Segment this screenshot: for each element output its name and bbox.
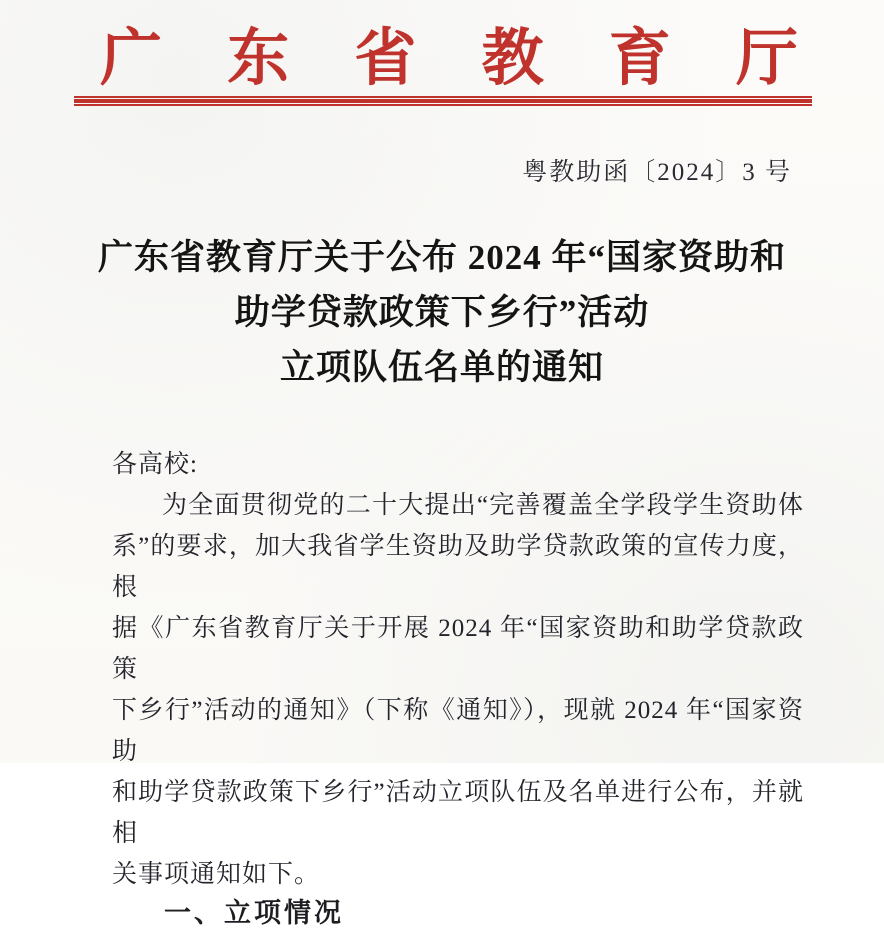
salutation: 各高校: bbox=[112, 451, 198, 478]
title-line-3: 立项队伍名单的通知 bbox=[279, 348, 604, 387]
agency-char: 厅 bbox=[735, 24, 798, 93]
agency-char: 教 bbox=[481, 24, 544, 93]
paragraph-line: 下乡行”活动的通知》（下称《通知》），现就 2024 年“国家资助 bbox=[112, 697, 804, 765]
agency-char: 育 bbox=[608, 24, 671, 93]
agency-char: 东 bbox=[227, 24, 290, 93]
document-number: 粤教助函〔2024〕3 号 bbox=[522, 159, 792, 186]
paragraph-line: 和助学贷款政策下乡行”活动立项队伍及名单进行公布，并就相 bbox=[112, 779, 804, 847]
paragraph-line: 系”的要求，加大我省学生资助及助学贷款政策的宣传力度，根 bbox=[112, 533, 804, 601]
document-body bbox=[112, 444, 804, 930]
document-title bbox=[0, 230, 884, 395]
paragraph-line: 为全面贯彻党的二十大提出“完善覆盖全学段学生资助体 bbox=[162, 492, 804, 519]
agency-char: 省 bbox=[354, 24, 417, 93]
letterhead-divider-line bbox=[74, 96, 812, 106]
agency-name bbox=[100, 16, 798, 93]
title-line-1: 广东省教育厅关于公布 2024 年“国家资助和 bbox=[97, 238, 786, 277]
paragraph-line: 关事项通知如下。 bbox=[112, 861, 321, 888]
section-heading: 一、立项情况 bbox=[164, 898, 344, 928]
paragraph-line: 据《广东省教育厅关于开展 2024 年“国家资助和助学贷款政策 bbox=[112, 615, 804, 683]
title-line-2: 助学贷款政策下乡行”活动 bbox=[234, 293, 650, 332]
agency-char: 广 bbox=[100, 24, 163, 93]
